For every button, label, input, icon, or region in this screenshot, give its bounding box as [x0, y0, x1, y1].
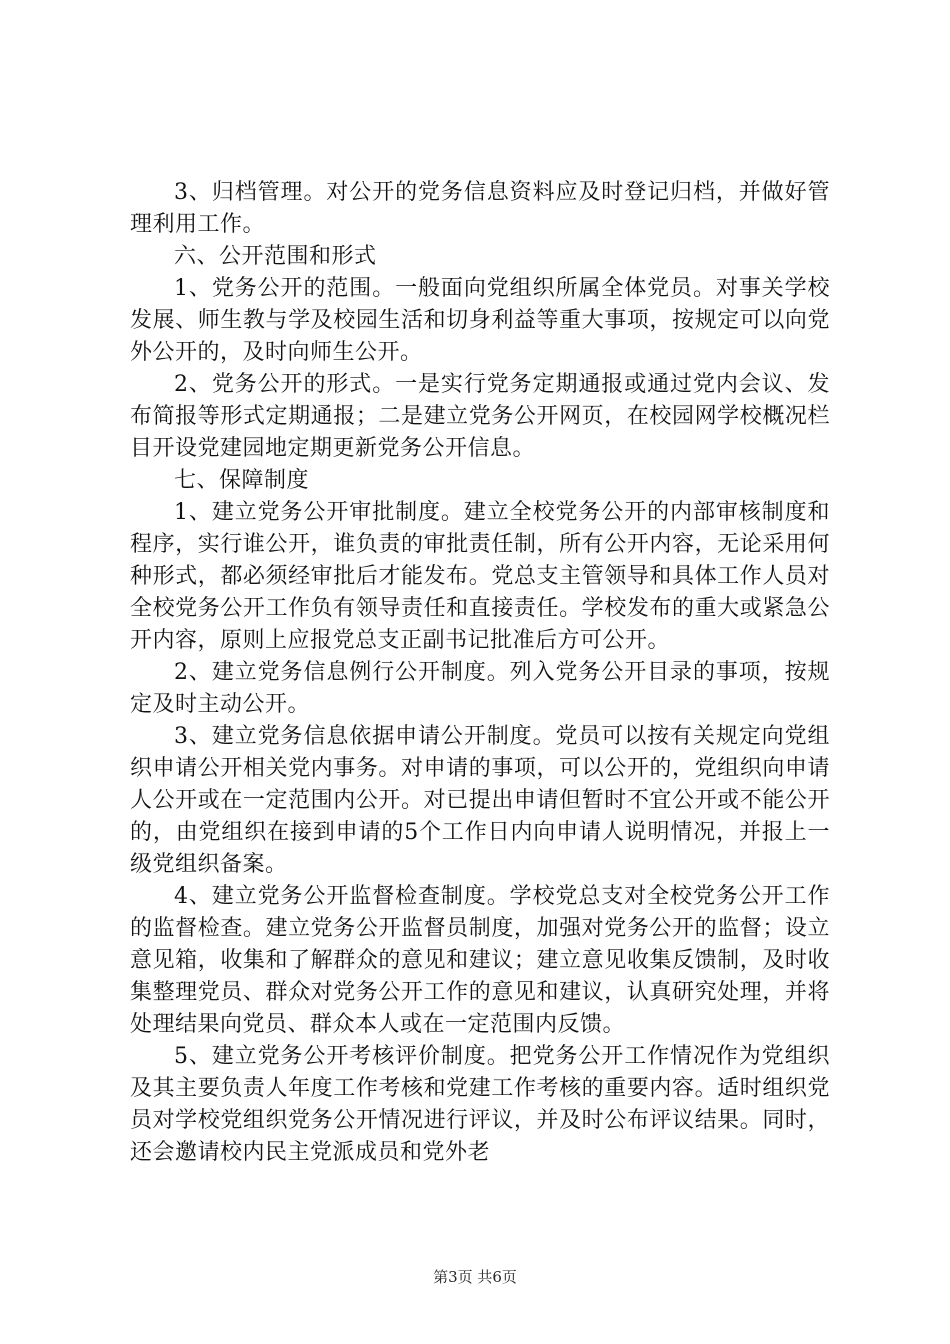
paragraph-request-disclosure: 3、建立党务信息依据申请公开制度。党员可以按有关规定向党组织申请公开相关党内事务。对申请的事项，可以公开的，党组织向申请人公开或在一定范围内公开。对已提出申请但暂时不宜公开或不能公开的，由党组织在接到申请的5个工作日内向申请人说明情况，并报上一级党组织备案。	[130, 724, 830, 877]
paragraph-disclosure-form: 2、党务公开的形式。一是实行党务定期通报或通过党内会议、发布简报等形式定期通报；二是建立党务公开网页，在校园网学校概况栏目开设党建园地定期更新党务公开信息。	[130, 372, 830, 461]
paragraph-archive-management: 3、归档管理。对公开的党务信息资料应及时登记归档，并做好管理利用工作。	[130, 180, 830, 237]
paragraph-disclosure-scope: 1、党务公开的范围。一般面向党组织所属全体党员。对事关学校发展、师生教与学及校园生活和切身利益等重大事项，按规定可以向党外公开的，及时向师生公开。	[130, 276, 830, 365]
section-heading-scope-and-form: 六、公开范围和形式	[174, 244, 377, 269]
page-number: 第3页 共6页	[433, 1268, 517, 1286]
document-body	[130, 177, 830, 1169]
paragraph-routine-disclosure: 2、建立党务信息例行公开制度。列入党务公开目录的事项，按规定及时主动公开。	[130, 660, 830, 717]
section-heading-safeguards: 七、保障制度	[174, 468, 310, 493]
paragraph-supervision-system: 4、建立党务公开监督检查制度。学校党总支对全校党务公开工作的监督检查。建立党务公开监督员制度，加强对党务公开的监督；设立意见箱，收集和了解群众的意见和建议；建立意见收集反馈制，及时收集整理党员、群众对党务公开工作的意见和建议，认真研究处理，并将处理结果向党员、群众本人或在一定范围内反馈。	[130, 884, 830, 1037]
paragraph-approval-system: 1、建立党务公开审批制度。建立全校党务公开的内部审核制度和程序，实行谁公开，谁负责的审批责任制，所有公开内容，无论采用何种形式，都必须经审批后才能发布。党总支主管领导和具体工作人员对全校党务公开工作负有领导责任和直接责任。学校发布的重大或紧急公开内容，原则上应报党总支正副书记批准后方可公开。	[130, 500, 830, 653]
paragraph-evaluation-system: 5、建立党务公开考核评价制度。把党务公开工作情况作为党组织及其主要负责人年度工作考核和党建工作考核的重要内容。适时组织党员对学校党组织党务公开情况进行评议，并及时公布评议结果。同时，还会邀请校内民主党派成员和党外老	[130, 1044, 830, 1165]
page-footer	[0, 1267, 950, 1287]
